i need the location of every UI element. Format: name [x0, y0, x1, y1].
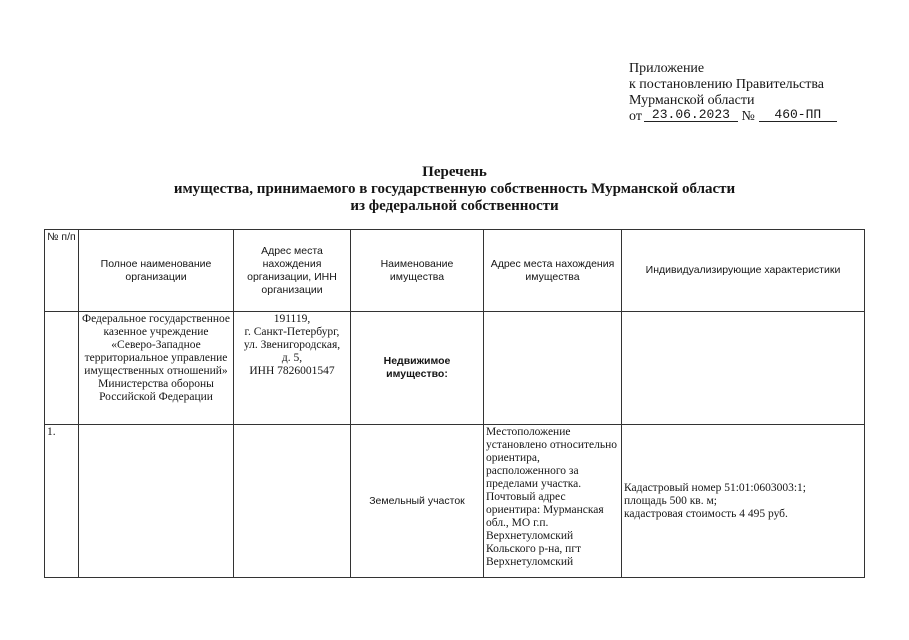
- resolution-date: 23.06.2023: [644, 109, 738, 122]
- org-row-empty-cell: [484, 312, 622, 425]
- cadastral-number: Кадастровый номер 51:01:0603003:1;: [624, 481, 807, 494]
- appendix-line-3: Мурманской области: [629, 93, 755, 108]
- header-property-name: Наименование имущества: [351, 230, 484, 312]
- appendix-line-1: Приложение: [629, 61, 705, 76]
- number-label: №: [741, 109, 755, 124]
- area: площадь 500 кв. м;: [624, 494, 717, 507]
- org-address-line: 191119,: [273, 313, 311, 325]
- org-address-line: г. Санкт-Петербург,: [244, 326, 340, 338]
- item-empty-cell: [234, 425, 351, 578]
- property-category: Недвижимое имущество:: [351, 312, 484, 425]
- document-title: [0, 164, 909, 215]
- org-row-empty-cell: [622, 312, 865, 425]
- appendix-block: [629, 61, 837, 125]
- header-characteristics: Индивидуализирующие характеристики: [622, 230, 865, 312]
- org-row-number-cell: [45, 312, 79, 425]
- org-inn: ИНН 7826001547: [249, 365, 335, 377]
- item-characteristics: [622, 425, 865, 578]
- title-line-3: из федеральной собственности: [350, 198, 559, 214]
- header-number: № п/п: [45, 230, 79, 312]
- table-row-organization: [45, 312, 865, 425]
- property-table: [44, 229, 865, 578]
- item-number: 1.: [45, 425, 79, 578]
- org-address-line: д. 5,: [281, 352, 303, 364]
- appendix-date-number-line: [629, 109, 837, 125]
- item-empty-cell: [79, 425, 234, 578]
- item-property-name: Земельный участок: [351, 425, 484, 578]
- resolution-number: 460-ПП: [759, 109, 837, 122]
- table-row-item: [45, 425, 865, 578]
- header-property-address: Адрес места нахождения имущества: [484, 230, 622, 312]
- org-full-name: Федеральное государственное казенное учреждение «Северо-Западное территориальное управление имущественных отношений» Министерства обороны Российской Федерации: [79, 312, 234, 425]
- org-address: [234, 312, 351, 425]
- header-org-name: Полное наименование организации: [79, 230, 234, 312]
- title-line-1: Перечень: [422, 164, 487, 180]
- item-location: Местоположение установлено относительно ориентира, расположенного за пределами участка. Почтовый адрес ориентира: Мурманская обл., МО г.п. Верхнетуломский Кольского р-на, пгт Верхнетуломский: [484, 425, 622, 578]
- from-label: от: [629, 109, 642, 124]
- appendix-line-2: к постановлению Правительства: [629, 77, 825, 92]
- header-org-address: Адрес места нахождения организации, ИНН организации: [234, 230, 351, 312]
- org-address-line: ул. Звенигородская,: [243, 339, 341, 351]
- title-line-2: имущества, принимаемого в государственную собственность Мурманской области: [173, 181, 736, 197]
- cadastral-value: кадастровая стоимость 4 495 руб.: [624, 507, 788, 520]
- table-header-row: [45, 230, 865, 312]
